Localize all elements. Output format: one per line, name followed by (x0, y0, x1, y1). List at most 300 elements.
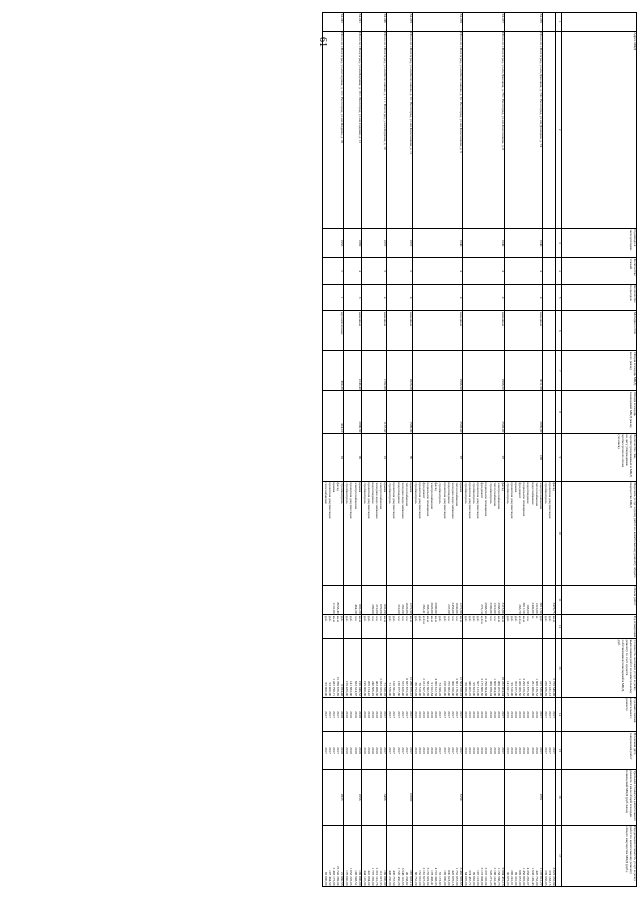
works-value: крыша (514, 482, 519, 493)
cost-value: 3 798 894,88 (484, 678, 489, 697)
limit-value: 374 487,72 (468, 870, 473, 886)
unit-value: руб. (442, 615, 447, 622)
cost-value: 196 948,52 (357, 680, 362, 697)
persons-cell (361, 433, 387, 481)
plan-value: 2017 (438, 747, 443, 754)
plan-value: 2018 (349, 747, 354, 754)
cost-value: 261 460,06 (530, 680, 535, 697)
plan-value: 2018 (492, 747, 497, 754)
premises-area-cell (322, 391, 343, 434)
floors-cell (361, 258, 387, 285)
plan-date-cell (504, 732, 542, 769)
works-value: теплоснабжение (492, 482, 497, 507)
header-cell: Ед. измерения (562, 615, 637, 639)
works-value: теплоснабжение (404, 482, 409, 507)
plan-date-cell (462, 732, 504, 769)
address-cell (361, 31, 387, 228)
year-work-cell (542, 697, 555, 732)
plan-date-cell (344, 732, 361, 769)
table-body (322, 13, 555, 887)
empty-cell (542, 391, 555, 434)
wall-material-cell (361, 311, 387, 351)
vol-value: 2988,50 (496, 602, 501, 614)
floors-text: 3 (383, 270, 388, 272)
unitcost-text: 3496 (383, 793, 388, 801)
cost-value: 3 299 229,52 (522, 678, 527, 697)
works-cell (462, 481, 504, 585)
cost-value: 93 400,00 (328, 682, 333, 697)
unit-value: кв.м (500, 615, 505, 622)
cost-value: 15 788 676,69 (336, 676, 341, 697)
limit-value: 526 271,23 (488, 870, 493, 886)
header-cell: Количество этажей (562, 258, 637, 285)
limit-value: 239 936,85 (543, 870, 548, 886)
plan-value: 2017 (408, 747, 413, 754)
yrs-value: 2017 (454, 711, 459, 718)
yrs-value: 2017 (538, 711, 543, 718)
year-text: 1953 (340, 239, 345, 247)
yrs-value: 2018 (370, 711, 375, 718)
limit-value: 3 173 898,00 (480, 867, 485, 886)
works-value: фундамент (518, 482, 523, 499)
vol-value: 262,00 (400, 604, 405, 614)
works-value: проектная документация (418, 482, 422, 519)
unit-cell (322, 615, 343, 639)
column-number: 17 (556, 825, 562, 886)
unit-cost-cell (462, 769, 504, 825)
plan-value: 2017 (404, 747, 409, 754)
cost-value: 581 662,69 (426, 680, 431, 697)
unit-value: куб.м (518, 615, 523, 624)
unit-value: куб.м (480, 615, 485, 624)
vol-value: 272,14 (480, 604, 485, 614)
cost-cell (322, 639, 343, 698)
yrs-value: 2017 (323, 711, 328, 718)
works-value: фасад (336, 482, 341, 491)
volume-cell (322, 585, 343, 614)
year-text: 1940 (538, 239, 543, 247)
plan-value: 2019 (505, 747, 510, 754)
cost-value: 69 036,00 (464, 682, 469, 697)
header-row (562, 13, 637, 887)
unit-cost-cell (504, 769, 542, 825)
unit-value: кв.м (552, 615, 556, 622)
limit-value: 1 638 149,43 (530, 867, 535, 886)
limit-value: 109 900,00 (442, 870, 447, 886)
unit-value: руб. (366, 615, 371, 622)
limit-value: 55 173,83 (438, 871, 443, 886)
plan-date-cell (542, 732, 555, 769)
works-value: крыша (332, 482, 337, 493)
volume-cell (387, 585, 413, 614)
wall-text: каменные (383, 311, 388, 327)
vol-value (344, 586, 348, 613)
vol-value (413, 586, 417, 613)
column-number: 1 (556, 13, 562, 32)
unit-cell (387, 615, 413, 639)
vol-value: 892,20 (357, 604, 362, 614)
works-value: фасад (552, 482, 556, 491)
works-value: фасад (500, 482, 505, 491)
plan-value: 2017 (396, 747, 401, 754)
works-value: стройконтроль (345, 482, 350, 504)
year-cell (344, 228, 361, 257)
limit-value: 65 000,00 (323, 871, 328, 886)
works-value: электроснабжение (496, 482, 501, 510)
works-value: проектная документация (349, 482, 354, 519)
limit-value: 152 910,00 (418, 870, 422, 886)
total-area-cell (322, 351, 343, 391)
building-row (462, 13, 504, 887)
empty-cell (542, 31, 555, 228)
row-number (344, 13, 361, 32)
header-cell: Адрес МКД (562, 31, 637, 228)
limit-value: 49 238,82 (404, 871, 409, 886)
floors-cell (387, 258, 413, 285)
vol-value: 1272,90 (408, 602, 413, 614)
limit-value: 436 757,50 (392, 870, 397, 886)
area2-text: 2528,00 (458, 421, 463, 433)
unit-value: кв.м (408, 615, 413, 622)
unit-cell (504, 615, 542, 639)
entrances-cell (344, 284, 361, 311)
limit-value: 1 752 857,00 (454, 867, 459, 886)
limit-value: 9 894 431,13 (500, 867, 505, 886)
cost-cell (344, 639, 361, 698)
unit-value: п.м. (526, 615, 531, 622)
plan-value: 2017 (543, 747, 548, 754)
limit-cost-cell (361, 825, 387, 886)
limit-value: 199 000,00 (357, 870, 362, 886)
persons-cell (387, 433, 413, 481)
entrances-cell (504, 284, 542, 311)
vol-value: 2500,00 (488, 602, 493, 614)
plan-value: 2018 (476, 747, 481, 754)
limit-value: 1 158 586,73 (496, 867, 501, 886)
vol-value: 3011,50 (522, 602, 527, 614)
header-cell: Материал стен (562, 311, 637, 351)
works-value: фундамент (422, 482, 427, 499)
column-number: 15 (556, 732, 562, 769)
plan-value: 2019 (464, 747, 469, 754)
unit-value: руб. (464, 615, 469, 622)
vol-value (543, 586, 547, 613)
works-value: стройконтроль (413, 482, 418, 504)
empty-cell (542, 228, 555, 257)
plan-value: 2018 (534, 747, 539, 754)
building-row (387, 13, 413, 887)
total-area-cell (412, 351, 462, 391)
area2-text: 2036,00 (538, 421, 543, 433)
wall-text: каменные (408, 311, 413, 327)
unitcost-text: 6150 (458, 793, 463, 801)
unit-value: руб. (388, 615, 393, 622)
floors-cell (504, 258, 542, 285)
entr-text: 1 (340, 296, 345, 299)
row-number (322, 13, 343, 32)
total-area-cell (462, 351, 504, 391)
plan-value: 2017 (446, 747, 451, 754)
unit-value: п.м (396, 615, 401, 621)
persons-cell (344, 433, 361, 481)
limit-value: 64 005,06 (464, 871, 469, 886)
yrs-value: 2017 (438, 711, 443, 718)
cost-cell (387, 639, 413, 698)
vol-value: 237,00 (446, 604, 451, 614)
unit-cell (412, 615, 462, 639)
yrs-value: 2019 (505, 711, 510, 718)
works-value: подвальное помещение (522, 482, 527, 517)
cost-value: 141 921,97 (505, 680, 510, 697)
unit-cost-cell (322, 769, 343, 825)
header-cell: Предельная стоимость услуг и (или) работ по капитальному ремонту общего имущества МКД (руб.) (562, 825, 637, 886)
persons-cell (412, 433, 462, 481)
works-value: холодное водоснабжение (375, 482, 380, 519)
works-value: проектная документация (476, 482, 481, 519)
row-number (462, 13, 504, 32)
works-cell (504, 481, 542, 585)
limit-value: 107 464,50 (328, 870, 333, 886)
limit-cost-cell (504, 825, 542, 886)
limit-value: 420 752,00 (534, 870, 539, 886)
works-value: стройконтроль (340, 482, 345, 504)
address-cell (344, 31, 361, 228)
plan-value: 2017 (383, 747, 388, 754)
area2-text: 1137,00 (383, 421, 388, 433)
year-text: 1957 (383, 239, 388, 247)
row-number (504, 13, 542, 32)
vol-value: 2988,50 (484, 602, 489, 614)
header-cell: Общая площадь помещений МКД (кв.м) (562, 391, 637, 434)
cost-value: 199 000,00 (362, 680, 367, 697)
yrs-value: 2019 (422, 711, 427, 718)
year-work-cell (387, 697, 413, 732)
yrs-value: 2018 (426, 711, 431, 718)
limit-value: 107 123,00 (476, 870, 481, 886)
premises-area-cell (504, 391, 542, 434)
limit-cost-cell (462, 825, 504, 886)
vol-value: 210,00 (396, 604, 401, 614)
vol-value: 2456,00 (450, 602, 455, 614)
num-text: 64.241 (357, 13, 362, 23)
unit-value: кв.м (484, 615, 489, 622)
cost-cell (412, 639, 462, 698)
vol-value: 2820,00 (430, 602, 435, 614)
wall-material-cell (322, 311, 343, 351)
plan-value: 2018 (472, 747, 477, 754)
cost-value: 366 058,04 (488, 680, 493, 697)
yrs-value: 2019 (518, 711, 523, 718)
premises-area-cell (387, 391, 413, 434)
plan-value: 2018 (526, 747, 531, 754)
plan-value: 2019 (418, 747, 422, 754)
unit-value: м. (530, 615, 535, 619)
limit-value: 2 403 175,00 (332, 867, 337, 886)
works-value: стройконтроль (388, 482, 393, 504)
building-row (504, 13, 542, 887)
works-value: стройконтроль (464, 482, 469, 504)
entrances-cell (462, 284, 504, 311)
yrs-value: 2018 (357, 711, 362, 718)
limit-value: 25 742 289,04 (336, 865, 341, 886)
area2-text: 2090,50 (357, 421, 362, 433)
wall-text: каменные (538, 311, 543, 327)
limit-value: 1 053 226,05 (349, 867, 354, 886)
row-number (412, 13, 462, 32)
persons-text: 108 (538, 454, 543, 460)
persons-text: 70 (408, 455, 413, 460)
unit-value: п.м (492, 615, 497, 621)
building-row (344, 13, 361, 887)
vol-value: 398,20 (426, 604, 431, 614)
vol-value: 1310,00 (492, 602, 497, 614)
volume-cell (361, 585, 387, 614)
header-cell: Год ввода в эксплуатацию (562, 228, 637, 257)
cost-value: 12 564 558,18 (458, 676, 463, 697)
yrs-value: 2018 (480, 711, 485, 718)
limit-value: 444 120,00 (362, 870, 367, 886)
unit-value: руб. (547, 615, 552, 622)
yrs-value: 2018 (510, 711, 515, 718)
limit-value: 106 948,52 (353, 870, 358, 886)
cost-value: 3 175 866,50 (480, 678, 485, 697)
wall-material-cell (462, 311, 504, 351)
unit-value: руб. (438, 615, 443, 622)
cost-value: 240 806,45 (370, 680, 375, 697)
num-text: 64.242 (340, 13, 345, 23)
area-text: 2240,40 (357, 378, 362, 390)
plan-value: 2017 (400, 747, 405, 754)
volume-cell (344, 585, 361, 614)
works-value: стройконтроль (543, 482, 548, 504)
cost-value: 100 020,00 (442, 680, 447, 697)
works-value: крыша (357, 482, 362, 493)
limit-value: 36 875,03 (505, 871, 510, 886)
cost-value: 572 426,40 (400, 680, 405, 697)
vol-value: 3476,75 (552, 602, 556, 614)
works-value: водоотведение (396, 482, 401, 504)
num-text: 64.237 (500, 13, 505, 23)
unit-value: руб. (505, 615, 510, 622)
cost-cell (462, 639, 504, 698)
wall-material-cell (504, 311, 542, 351)
area2-text: 1506,90 (408, 421, 413, 433)
works-value: подвальное помещение (484, 482, 489, 517)
cost-value: 2 033 355,00 (379, 678, 384, 697)
limit-value: 420 876,18 (450, 870, 455, 886)
plan-date-cell (361, 732, 387, 769)
floors-text: 3 (408, 270, 413, 272)
unit-value: руб. (468, 615, 473, 622)
limit-value: 189 000,00 (383, 870, 388, 886)
plan-value: 2018 (345, 747, 350, 754)
persons-text: 97 (500, 455, 505, 460)
column-number: 7 (556, 351, 562, 391)
limit-value: 1 797 265,90 (370, 867, 375, 886)
year-work-cell (412, 697, 462, 732)
num-text: 64.239 (408, 13, 413, 23)
works-cell (344, 481, 361, 585)
header-cell: Удельная стоимость капитального ремонта 1 кв.м общей площади помещений МКД (руб./кв.м) (562, 769, 637, 825)
cost-value: 71 320,29 (383, 682, 388, 697)
addr-text: Итого по г.Волгоград, ул.им.Колесникова, д. 9 г. Волгоград, ул.им.Колесникова, д. 11 (408, 32, 413, 155)
cost-value: 91 922,84 (430, 682, 435, 697)
plan-value: 2018 (510, 747, 515, 754)
addr-text: Итого по г.Волгоград, ул.им.Баумана, д. 19 г. Волгоград, ул.им.Садовая, д. 12 (357, 32, 362, 144)
header-cell: Количество подъездов (562, 284, 637, 311)
unit-value: п.м (450, 615, 455, 621)
header-cell: Плановая дата завершения работ (562, 732, 637, 769)
wall-material-cell (344, 311, 361, 351)
works-value: проектная документация (547, 482, 552, 519)
column-number-row (556, 13, 562, 887)
unit-value: кв.м (383, 615, 388, 622)
vol-value: 3115,00 (500, 602, 505, 614)
works-value: водоснабжение (530, 482, 535, 505)
cost-value: 120 391,48 (392, 680, 397, 697)
limit-value: 267 828,14 (408, 870, 413, 886)
works-value: электроснабжение (379, 482, 384, 510)
vol-value (323, 586, 327, 613)
unit-value: кв.м (522, 615, 527, 622)
year-value: 2017 (543, 711, 548, 718)
unit-value: руб. (514, 615, 519, 622)
works-value: крыша (458, 482, 463, 493)
cost-value: 99 623,00 (472, 682, 477, 697)
plan-value: 2018 (362, 747, 367, 754)
works-value: газоснабжение (323, 482, 328, 504)
plan-value: 2018 (379, 747, 384, 754)
total-area-cell (387, 351, 413, 391)
plan-value: 2017 (547, 747, 552, 754)
unit-cell (542, 615, 555, 639)
area2-text: 2528,00 (500, 421, 505, 433)
yrs-value: 2017 (400, 711, 405, 718)
limit-value: 3 481 905,65 (458, 867, 463, 886)
empty-cell (542, 284, 555, 311)
yrs-value: 2018 (375, 711, 380, 718)
header-cell: Объем работ (562, 585, 637, 614)
vol-value: 2449,00 (530, 602, 535, 614)
column-number: 12 (556, 615, 562, 639)
year-cell (322, 228, 343, 257)
yrs-value: 2017 (408, 711, 413, 718)
yrs-value: 2017 (392, 711, 397, 718)
cost-value: 86 752,09 (413, 682, 418, 697)
num-text: 64.236 (538, 13, 543, 23)
persons-text: 16 (340, 455, 345, 460)
unit-value: кв.м (434, 615, 439, 622)
unit-value: руб. (543, 615, 548, 622)
limit-value: 176 040,00 (345, 870, 350, 886)
unit-value: п.м (488, 615, 493, 621)
addr-text: Итого по г.Волгоград, ул.им.Садовая, д. 12 г. Волгоград, ул.им.Фадеева, д. 35 (340, 32, 345, 144)
volume-cell (412, 585, 462, 614)
volume-cell (542, 585, 555, 614)
yrs-value: 2018 (345, 711, 350, 718)
floors-text: 4 (357, 270, 362, 272)
limit-value: 3 548 110,65 (400, 867, 405, 886)
limit-value: 8 625 232,94 (552, 867, 556, 886)
cost-value: 65 000,00 (323, 682, 328, 697)
cost-value: 271 181,13 (547, 680, 552, 697)
year-work-cell (504, 697, 542, 732)
plan-value: 2018 (340, 747, 345, 754)
limit-cost-cell (387, 825, 413, 886)
plan-value: 2018 (366, 747, 371, 754)
limit-value: 2 319 141,76 (375, 867, 380, 886)
column-number: 14 (556, 697, 562, 732)
